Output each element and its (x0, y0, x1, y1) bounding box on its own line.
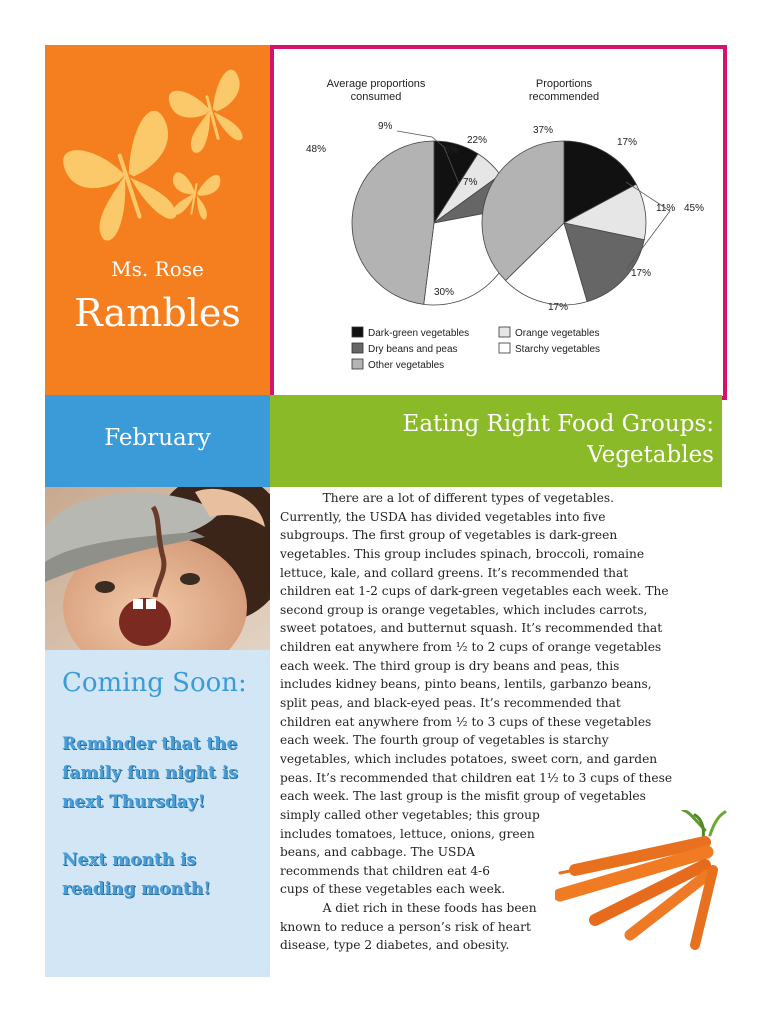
pie-slice-label: 37% (533, 125, 554, 136)
next-month-note (62, 846, 262, 904)
butterflies-decoration (45, 45, 270, 265)
legend-swatch (352, 343, 363, 353)
pie-chart (482, 78, 704, 313)
article-line: A diet rich in these foods has been (280, 901, 537, 916)
reminder-note-line: next Thursday! (62, 792, 206, 812)
reminder-note-line: family fun night is (62, 763, 238, 783)
article-line: cups of these vegetables each week. (280, 882, 506, 897)
pie-chart-title: recommended (528, 91, 600, 103)
article-line: recommends that children eat 4-6 (280, 863, 491, 878)
pie-chart-title: Average proportions (326, 78, 426, 90)
pie-slice-label: 9% (378, 121, 393, 132)
article-line: split peas, and black-eyed peas. It’s recommended that (280, 696, 621, 711)
article-line: sweet potatoes, and butternut squash. It’s recommended that (280, 621, 663, 636)
pie-slice-label: 17% (631, 268, 652, 279)
article-heading-line-2: Vegetables (587, 442, 714, 468)
coming-soon-sidebar (45, 650, 270, 977)
child-photo (45, 487, 270, 650)
butterfly-icon-medium (165, 68, 254, 156)
butterfly-icon-small (167, 167, 222, 221)
next-month-note-line: Next month is (62, 850, 197, 870)
pie-chart-title: Proportions (535, 78, 593, 90)
article-line: simply called other vegetables; this group (280, 807, 540, 822)
pie-slice-label: 11% (656, 203, 676, 214)
chart-frame (270, 45, 727, 400)
pie-slice-label: 6% (444, 145, 459, 156)
chart-legend (352, 327, 600, 371)
article-line: children eat anywhere from ½ to 3 cups of these vegetables (280, 714, 652, 729)
article-line: each week. The last group is the misfit group of vegetables (280, 789, 646, 804)
article-heading-line-1: Eating Right Food Groups: (402, 411, 714, 437)
article-line: second group is orange vegetables, which includes carrots, (280, 602, 648, 617)
pie-slice-label: 30% (434, 287, 455, 298)
article-line: each week. The fourth group of vegetables is starchy (280, 733, 609, 748)
article-heading-bar (270, 395, 722, 487)
coming-soon-heading: Coming Soon: (62, 668, 247, 698)
article-line: each week. The third group is dry beans and peas, this (280, 658, 620, 673)
pie-charts (274, 49, 723, 396)
article-line: lettuce, kale, and collard greens. It’s recommended that (280, 565, 629, 580)
month-label: February (104, 425, 211, 451)
pie-chart-title: consumed (350, 91, 402, 103)
group-annotation: 22% (467, 135, 488, 146)
reminder-note (62, 730, 262, 817)
article-line: beans, and cabbage. The USDA (280, 845, 475, 860)
article-line: includes kidney beans, pinto beans, lentils, garbanzo beans, (280, 677, 652, 692)
legend-swatch (352, 327, 363, 337)
legend-label: Dry beans and peas (368, 344, 458, 355)
article-line: There are a lot of different types of vegetables. (280, 491, 614, 505)
article-line: subgroups. The first group of vegetables is dark-green (280, 528, 618, 543)
pie-slice-label: 17% (617, 137, 638, 148)
article-line: known to reduce a person’s risk of heart (280, 919, 531, 934)
article-line: includes tomatoes, lettuce, onions, green (280, 826, 535, 841)
group-annotation: 45% (684, 203, 705, 214)
month-bar (45, 395, 270, 487)
article-line: disease, type 2 diabetes, and obesity. (280, 938, 510, 953)
legend-swatch (499, 327, 510, 337)
pie-slice-label: 17% (548, 302, 569, 313)
title-block (45, 45, 270, 395)
carrots-image (555, 810, 730, 950)
next-month-note-line: reading month! (62, 879, 211, 899)
reminder-note-line: Reminder that the (62, 734, 238, 754)
pie-slice-label: 48% (306, 144, 327, 155)
article-line: children eat anywhere from ½ to 2 cups of orange vegetables (280, 640, 662, 655)
legend-swatch (499, 343, 510, 353)
article-line: children eat 1-2 cups of dark-green vegetables each week. The (280, 584, 669, 599)
legend-label: Other vegetables (368, 360, 445, 371)
legend-label: Dark-green vegetables (368, 328, 470, 339)
pie-slice-label: 7% (463, 177, 478, 188)
article-line: vegetables. This group includes spinach, broccoli, romaine (280, 546, 645, 561)
article-line: vegetables, which includes potatoes, sweet corn, and garden (280, 751, 658, 766)
pie-slice (352, 141, 434, 304)
legend-label: Starchy vegetables (515, 344, 601, 355)
title-big: Rambles (74, 291, 241, 335)
article-line: peas. It’s recommended that children eat 1½ to 3 cups of these (280, 770, 673, 785)
title-small: Ms. Rose (111, 257, 204, 281)
pie-chart (306, 78, 516, 305)
legend-label: Orange vegetables (515, 328, 600, 339)
article-line: Currently, the USDA has divided vegetables into five (280, 509, 606, 524)
legend-swatch (352, 359, 363, 369)
